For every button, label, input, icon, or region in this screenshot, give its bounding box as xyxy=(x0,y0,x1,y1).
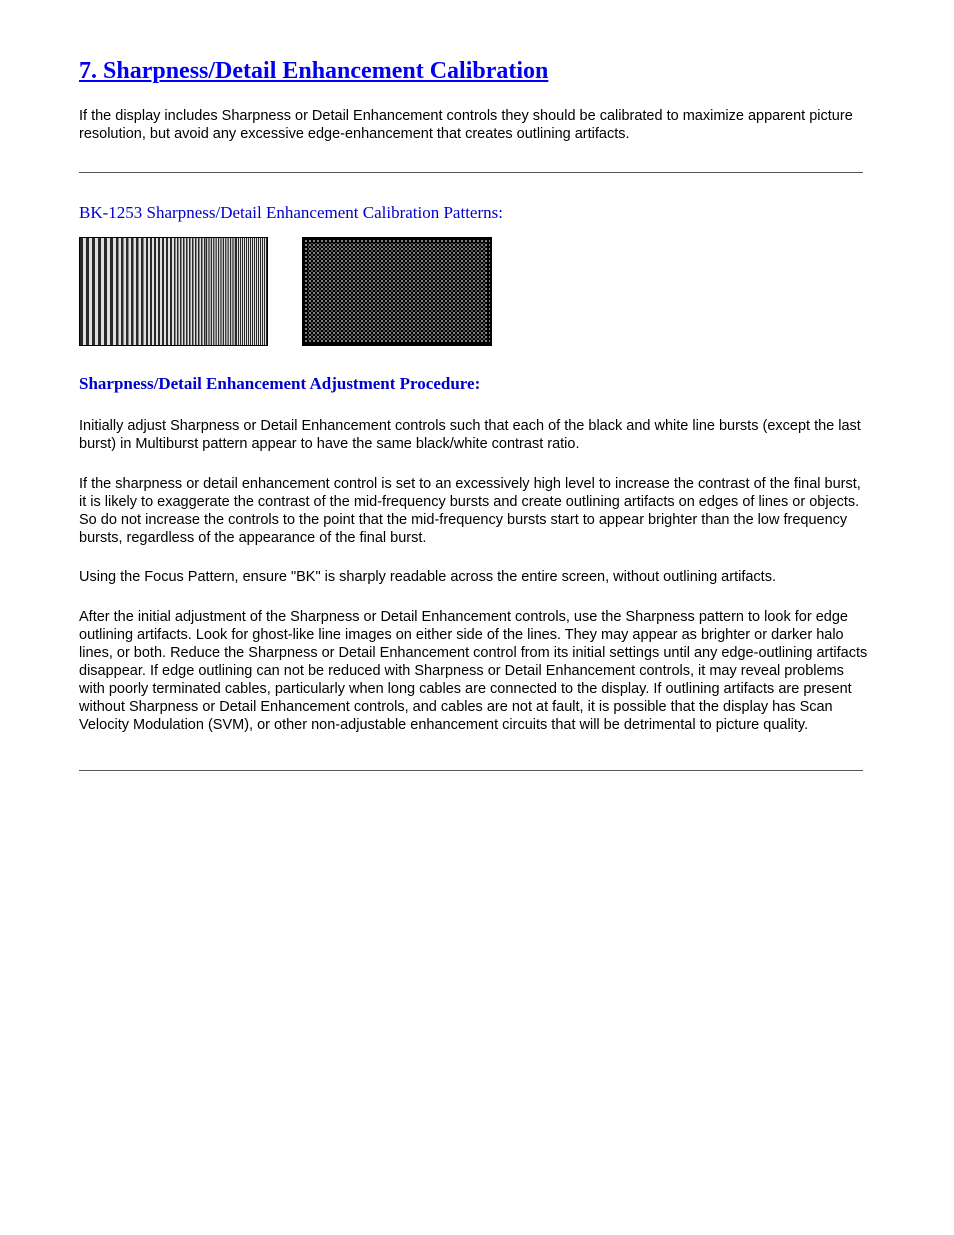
multiburst-stripe xyxy=(213,238,214,345)
multiburst-stripe xyxy=(98,238,101,345)
multiburst-stripe xyxy=(101,238,104,345)
procedure-paragraph-3: Using the Focus Pattern, ensure "BK" is sharply readable across the entire screen, without outlining artifacts. xyxy=(79,569,776,585)
multiburst-stripe xyxy=(119,238,122,345)
multiburst-stripe xyxy=(261,238,262,345)
multiburst-stripe xyxy=(86,238,89,345)
multiburst-stripe xyxy=(212,238,213,345)
multiburst-stripe xyxy=(259,238,260,345)
multiburst-stripe xyxy=(216,238,217,345)
multiburst-stripe xyxy=(166,238,168,345)
multiburst-stripe xyxy=(235,238,236,345)
patterns-heading: BK-1253 Sharpness/Detail Enhancement Calibration Patterns: xyxy=(79,203,503,222)
multiburst-stripe xyxy=(211,238,212,345)
multiburst-stripe xyxy=(197,238,199,345)
multiburst-stripe xyxy=(174,238,176,345)
multiburst-stripe xyxy=(191,238,193,345)
multiburst-stripe xyxy=(83,238,86,345)
multiburst-stripe xyxy=(218,238,219,345)
multiburst-stripe xyxy=(113,238,116,345)
multiburst-stripe xyxy=(148,238,150,345)
multiburst-stripe xyxy=(152,238,154,345)
multiburst-stripe xyxy=(164,238,166,345)
multiburst-stripe xyxy=(104,238,107,345)
multiburst-stripe xyxy=(160,238,162,345)
multiburst-stripe xyxy=(170,238,172,345)
multiburst-stripe xyxy=(80,238,83,345)
multiburst-stripe xyxy=(200,238,202,345)
horizontal-divider-bottom xyxy=(79,770,863,771)
multiburst-stripe xyxy=(222,238,223,345)
multiburst-stripe xyxy=(201,238,203,345)
multiburst-stripe xyxy=(248,238,249,345)
multiburst-stripe xyxy=(154,238,156,345)
multiburst-pattern-image xyxy=(79,237,268,346)
multiburst-stripe xyxy=(158,238,160,345)
multiburst-stripe xyxy=(251,238,252,345)
multiburst-stripe xyxy=(228,238,229,345)
multiburst-stripe xyxy=(183,238,185,345)
multiburst-stripe xyxy=(206,238,207,345)
multiburst-stripe xyxy=(192,238,194,345)
multiburst-stripe xyxy=(239,238,240,345)
multiburst-stripe xyxy=(95,238,98,345)
multiburst-stripe xyxy=(189,238,191,345)
multiburst-stripe xyxy=(136,238,139,345)
multiburst-stripe xyxy=(195,238,197,345)
multiburst-stripe xyxy=(258,238,259,345)
multiburst-stripe xyxy=(129,238,132,345)
multiburst-stripe xyxy=(124,238,127,345)
horizontal-divider-top xyxy=(79,172,863,173)
multiburst-stripe xyxy=(240,238,241,345)
multiburst-stripe xyxy=(176,238,178,345)
multiburst-stripe xyxy=(150,238,152,345)
multiburst-stripe xyxy=(208,238,209,345)
multiburst-stripe xyxy=(254,238,255,345)
multiburst-stripe xyxy=(186,238,188,345)
multiburst-stripe xyxy=(162,238,164,345)
procedure-paragraph-4: After the initial adjustment of the Sharpness or Detail Enhancement controls, use the Sharpness pattern to look for edge outlining artifacts. Look for ghost-like line images on either side of the lines. They may appear as brighter or darker halo lines, or both. Reduce the Sharpness or Detail Enhancement control from its initial settings until any edge-outlining artifacts disappear. If edge outlining can not be reduced with Sharpness or Detail Enhancement controls, it may reveal problems with poorly terminated cables, particularly when long cables are connected to the display. If outlining artifacts are present without Sharpness or Detail Enhancement controls, and cables are not at fault, it is possible that the display has Scan Velocity Modulation (SVM), or other non-adjustable enhancement circuits that will be detrimental to picture quality. xyxy=(79,609,868,733)
multiburst-stripe xyxy=(264,238,265,345)
multiburst-stripe xyxy=(89,238,92,345)
multiburst-stripe xyxy=(245,238,246,345)
multiburst-stripe xyxy=(253,238,254,345)
multiburst-stripe xyxy=(188,238,190,345)
multiburst-stripe xyxy=(230,238,231,345)
multiburst-stripe xyxy=(146,238,148,345)
multiburst-stripe xyxy=(262,238,263,345)
multiburst-stripe xyxy=(231,238,232,345)
multiburst-stripe xyxy=(141,238,144,345)
multiburst-stripe xyxy=(244,238,245,345)
multiburst-stripe xyxy=(257,238,258,345)
procedure-heading: Sharpness/Detail Enhancement Adjustment Procedure: xyxy=(79,374,481,393)
multiburst-stripe xyxy=(168,238,170,345)
multiburst-stripe xyxy=(246,238,247,345)
multiburst-stripe xyxy=(194,238,196,345)
multiburst-stripe xyxy=(242,238,243,345)
multiburst-stripe xyxy=(131,238,134,345)
multiburst-stripe xyxy=(180,238,182,345)
multiburst-stripe xyxy=(232,238,233,345)
multiburst-stripe xyxy=(229,238,230,345)
multiburst-stripe xyxy=(139,238,142,345)
multiburst-stripe xyxy=(207,238,208,345)
multiburst-stripe xyxy=(249,238,250,345)
page-title[interactable]: 7. Sharpness/Detail Enhancement Calibration xyxy=(79,58,549,84)
multiburst-stripe xyxy=(177,238,179,345)
multiburst-stripe xyxy=(110,238,113,345)
multiburst-stripe xyxy=(243,238,244,345)
intro-paragraph: If the display includes Sharpness or Detail Enhancement controls they should be calibrated to maximize apparent picture resolution, but avoid any excessive edge-enhancement that creates outlining artifacts. xyxy=(79,108,853,142)
multiburst-stripe xyxy=(203,238,205,345)
multiburst-stripe xyxy=(134,238,137,345)
multiburst-stripe xyxy=(182,238,184,345)
multiburst-stripe xyxy=(198,238,200,345)
multiburst-stripe xyxy=(217,238,218,345)
multiburst-stripe xyxy=(263,238,264,345)
multiburst-stripe xyxy=(204,238,206,345)
multiburst-stripe xyxy=(223,238,224,345)
multiburst-stripe xyxy=(144,238,147,345)
multiburst-stripe xyxy=(250,238,251,345)
multiburst-stripe xyxy=(224,238,225,345)
multiburst-stripe xyxy=(255,238,256,345)
multiburst-bars xyxy=(80,238,267,345)
multiburst-stripe xyxy=(226,238,227,345)
multiburst-stripe xyxy=(225,238,226,345)
multiburst-stripe xyxy=(121,238,124,345)
multiburst-stripe xyxy=(156,238,158,345)
multiburst-stripe xyxy=(185,238,187,345)
procedure-paragraph-2: If the sharpness or detail enhancement control is set to an excessively high level to increase the contrast of the final burst, it is likely to exaggerate the contrast of the mid-frequency bursts and create outlining artifacts on edges of lines or objects. So do not increase the controls to the point that the mid-frequency bursts start to appear brighter than the low frequency bursts, regardless of the appearance of the final burst. xyxy=(79,476,861,546)
multiburst-stripe xyxy=(237,238,238,345)
multiburst-stripe xyxy=(179,238,181,345)
multiburst-stripe xyxy=(172,238,174,345)
multiburst-stripe xyxy=(238,238,239,345)
multiburst-stripe xyxy=(214,238,215,345)
multiburst-stripe xyxy=(210,238,211,345)
multiburst-stripe xyxy=(220,238,221,345)
multiburst-stripe xyxy=(219,238,220,345)
multiburst-stripe xyxy=(92,238,95,345)
multiburst-stripe xyxy=(206,238,207,345)
multiburst-stripe xyxy=(266,238,267,345)
multiburst-stripe xyxy=(247,238,248,345)
multiburst-stripe xyxy=(260,238,261,345)
multiburst-stripe xyxy=(126,238,129,345)
multiburst-stripe xyxy=(241,238,242,345)
sharpness-pattern-texture xyxy=(308,243,486,340)
multiburst-stripe xyxy=(236,238,237,345)
multiburst-stripe xyxy=(234,238,235,345)
multiburst-stripe xyxy=(116,238,119,345)
multiburst-stripe xyxy=(107,238,110,345)
multiburst-stripe xyxy=(256,238,257,345)
multiburst-stripe xyxy=(252,238,253,345)
multiburst-stripe xyxy=(265,238,266,345)
procedure-paragraph-1: Initially adjust Sharpness or Detail Enhancement controls such that each of the black and white line bursts (except the last burst) in Multiburst pattern appear to have the same black/white contrast ratio. xyxy=(79,418,861,452)
sharpness-pattern-image xyxy=(302,237,492,346)
